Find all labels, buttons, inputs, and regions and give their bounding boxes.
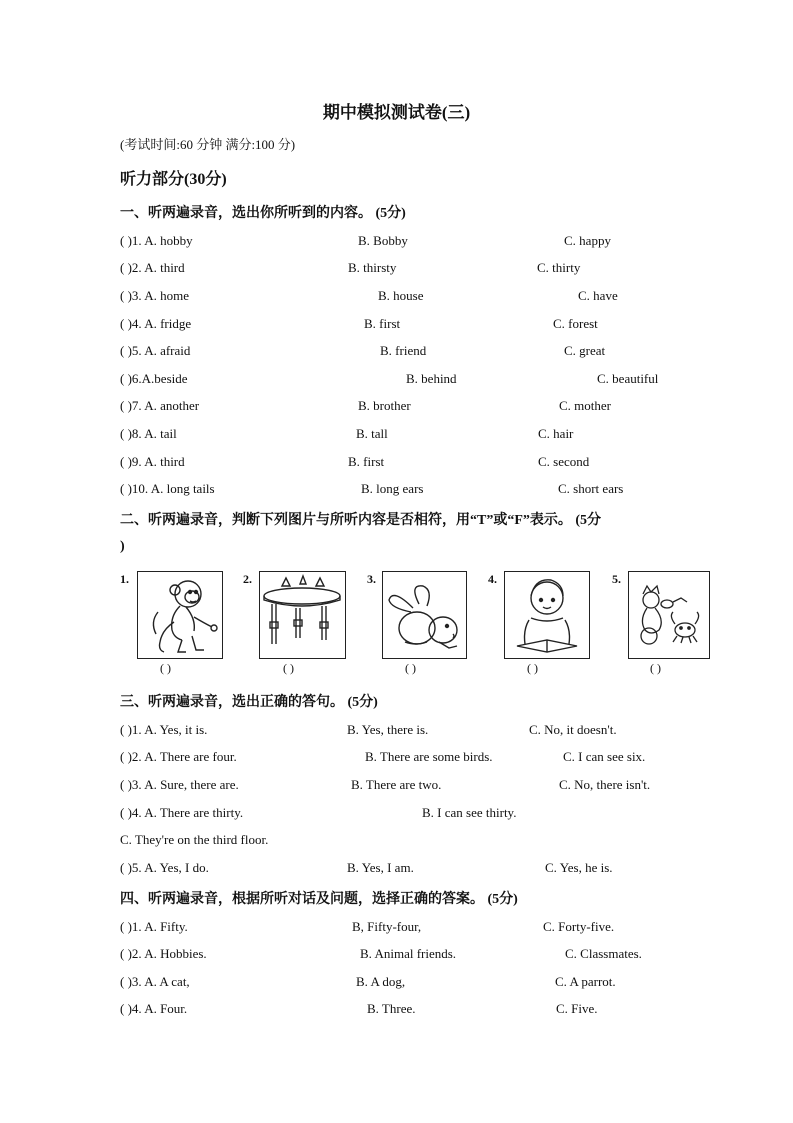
question-number-option-a: ( )2. A. There are four.	[120, 749, 237, 764]
picture-number: 3.	[367, 572, 376, 586]
section2-heading-continued: )	[120, 539, 125, 554]
option-c: C. great	[564, 343, 606, 358]
option-c: C. Five.	[556, 1001, 598, 1016]
question-number-option-a: ( )8. A. tail	[120, 426, 177, 441]
option-c: C. No, it doesn't.	[529, 722, 617, 737]
answer-paren[interactable]: ( )	[650, 661, 661, 675]
exam-info: (考试时间:60 分钟 满分:100 分)	[120, 137, 296, 152]
picture-number: 2.	[243, 572, 252, 586]
question-number-option-a: ( )2. A. Hobbies.	[120, 946, 207, 961]
question-number-option-a: ( )7. A. another	[120, 398, 200, 413]
option-b: B. long ears	[361, 481, 424, 496]
answer-paren[interactable]: ( )	[283, 661, 294, 675]
option-c: C. second	[538, 454, 590, 469]
girl-reading-icon	[504, 571, 590, 659]
option-b: B. Yes, I am.	[347, 860, 414, 875]
question-number-option-a: ( )1. A. Fifty.	[120, 919, 188, 934]
animals-icon	[628, 571, 710, 659]
question-number-option-a: ( )3. A. Sure, there are.	[120, 777, 239, 792]
question-number-option-a: ( )9. A. third	[120, 454, 185, 469]
question-number-option-a: ( )4. A. Four.	[120, 1001, 188, 1016]
option-c: C. happy	[564, 233, 611, 248]
option-b: B. tall	[356, 426, 388, 441]
section3-heading: 三、听两遍录音，选出正确的答句。 (5分)	[120, 695, 378, 710]
option-b: B. A dog,	[356, 974, 406, 989]
option-b: B. friend	[380, 343, 427, 358]
question-number-option-a: ( )4. A. There are thirty.	[120, 805, 244, 820]
answer-paren[interactable]: ( )	[405, 661, 416, 675]
rabbit-icon	[382, 571, 467, 659]
option-b: B. Animal friends.	[360, 946, 457, 961]
option-c: C. forest	[553, 316, 598, 331]
option-b: B. Yes, there is.	[347, 722, 429, 737]
section4-heading: 四、听两遍录音，根据所听对话及问题，选择正确的答案。 (5分)	[120, 892, 518, 907]
section2-heading: 二、听两遍录音，判断下列图片与所听内容是否相符，用“T”或“F”表示。 (5分	[120, 513, 602, 528]
listening-part-heading: 听力部分(30分)	[120, 171, 227, 188]
option-c: C. Forty-five.	[543, 919, 615, 934]
question-number-option-a: ( )10. A. long tails	[120, 481, 215, 496]
option-b: B. behind	[406, 371, 457, 386]
picture-number: 1.	[120, 572, 129, 586]
option-b: B. Bobby	[358, 233, 408, 248]
option-c: C. Classmates.	[565, 946, 642, 961]
section3-item4-option-c: C. They're on the third floor.	[120, 832, 269, 847]
page-title: 期中模拟测试卷(三)	[322, 103, 471, 122]
question-number-option-a: ( )5. A. Yes, I do.	[120, 860, 209, 875]
option-b: B. house	[378, 288, 424, 303]
picture-number: 5.	[612, 572, 621, 586]
option-b: B. first	[364, 316, 401, 331]
question-number-option-a: ( )6.A.beside	[120, 371, 188, 386]
section1-heading: 一、听两遍录音，选出你所听到的内容。 (5分)	[120, 206, 406, 221]
answer-paren[interactable]: ( )	[527, 661, 538, 675]
option-c: C. have	[578, 288, 618, 303]
table-icon	[259, 571, 346, 659]
option-b: B. first	[348, 454, 385, 469]
option-c: C. No, there isn't.	[559, 777, 651, 792]
option-c: C. mother	[559, 398, 611, 413]
question-number-option-a: ( )2. A. third	[120, 260, 185, 275]
option-c: C. beautiful	[597, 371, 659, 386]
option-b: B. Three.	[367, 1001, 416, 1016]
question-number-option-a: ( )3. A. home	[120, 288, 189, 303]
question-number-option-a: ( )1. A. Yes, it is.	[120, 722, 208, 737]
question-number-option-a: ( )3. A. A cat,	[120, 974, 190, 989]
picture-number: 4.	[488, 572, 497, 586]
option-c: C. short ears	[558, 481, 624, 496]
option-c: C. Yes, he is.	[545, 860, 613, 875]
option-b: B. There are two.	[351, 777, 442, 792]
option-b: B. I can see thirty.	[422, 805, 517, 820]
option-b: B. brother	[358, 398, 411, 413]
question-number-option-a: ( )5. A. afraid	[120, 343, 191, 358]
option-b: B. thirsty	[348, 260, 397, 275]
option-c: C. I can see six.	[563, 749, 646, 764]
option-c: C. A parrot.	[555, 974, 616, 989]
question-number-option-a: ( )4. A. fridge	[120, 316, 192, 331]
option-c: C. hair	[538, 426, 574, 441]
monkey-icon	[137, 571, 223, 659]
option-b: B, Fifty-four,	[352, 919, 422, 934]
question-number-option-a: ( )1. A. hobby	[120, 233, 193, 248]
option-b: B. There are some birds.	[365, 749, 493, 764]
option-c: C. thirty	[537, 260, 581, 275]
answer-paren[interactable]: ( )	[160, 661, 171, 675]
